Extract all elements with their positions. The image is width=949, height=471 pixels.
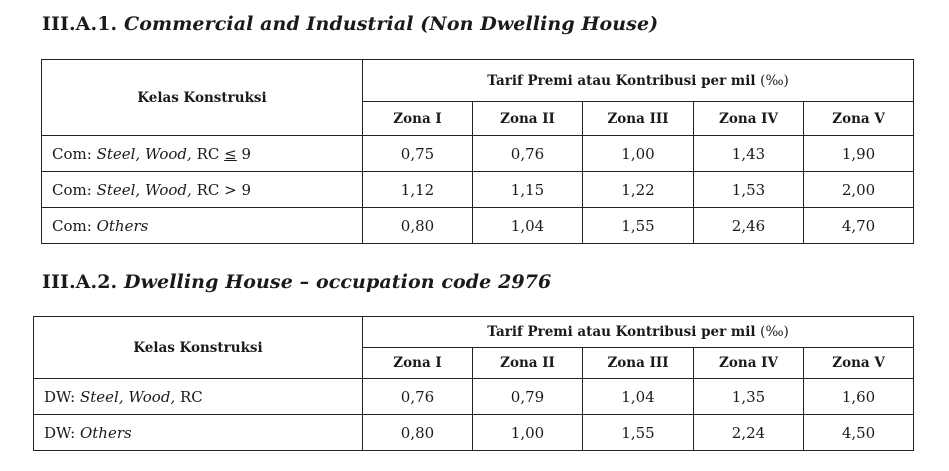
rate-cell: 1,35	[694, 379, 804, 415]
section-title-dwelling	[42, 271, 551, 293]
section-number: III.A.2.	[42, 271, 118, 293]
tarif-header-text: Tarif Premi atau Kontribusi per mil	[487, 324, 756, 340]
rate-cell: 1,04	[583, 379, 694, 415]
row-label: DW: Others	[34, 415, 363, 451]
table-row	[42, 208, 914, 244]
kelas-konstruksi-header: Kelas Konstruksi	[42, 60, 363, 136]
rate-cell: 1,00	[583, 136, 694, 172]
table-row	[34, 415, 914, 451]
dwelling-rate-table	[33, 316, 914, 451]
rate-cell: 1,00	[473, 415, 583, 451]
section-name: Commercial and Industrial (Non Dwelling House)	[124, 13, 659, 35]
rate-cell: 2,24	[694, 415, 804, 451]
rate-cell: 1,60	[804, 379, 914, 415]
rate-cell: 2,46	[694, 208, 804, 244]
rate-cell: 1,53	[694, 172, 804, 208]
rate-cell: 4,70	[804, 208, 914, 244]
rate-cell: 0,79	[473, 379, 583, 415]
table-row	[42, 172, 914, 208]
zone-header: Zona III	[583, 348, 694, 379]
zone-header: Zona V	[804, 102, 914, 136]
rate-cell: 0,76	[473, 136, 583, 172]
zone-header: Zona IV	[694, 348, 804, 379]
zone-header: Zona I	[363, 102, 473, 136]
rate-cell: 2,00	[804, 172, 914, 208]
rate-cell: 1,90	[804, 136, 914, 172]
zone-header: Zona I	[363, 348, 473, 379]
section-name: Dwelling House – occupation code 2976	[124, 271, 552, 293]
zone-header: Zona II	[473, 102, 583, 136]
rate-cell: 1,12	[363, 172, 473, 208]
table-row	[42, 136, 914, 172]
table-row	[34, 379, 914, 415]
rate-cell: 1,43	[694, 136, 804, 172]
rate-cell: 4,50	[804, 415, 914, 451]
zone-header: Zona IV	[694, 102, 804, 136]
rate-cell: 1,15	[473, 172, 583, 208]
rate-cell: 1,55	[583, 208, 694, 244]
zone-header: Zona III	[583, 102, 694, 136]
rate-cell: 1,22	[583, 172, 694, 208]
rate-cell: 0,76	[363, 379, 473, 415]
tarif-unit: (‰)	[760, 72, 789, 89]
rate-cell: 1,55	[583, 415, 694, 451]
row-label: Com: Others	[42, 208, 363, 244]
commercial-rate-table	[41, 59, 914, 244]
row-label: Com: Steel, Wood, RC ≤ 9	[42, 136, 363, 172]
tarif-header	[363, 317, 914, 348]
rate-cell: 0,80	[363, 208, 473, 244]
zone-header: Zona II	[473, 348, 583, 379]
row-label: DW: Steel, Wood, RC	[34, 379, 363, 415]
tarif-header-text: Tarif Premi atau Kontribusi per mil	[487, 72, 756, 89]
section-title-commercial	[42, 13, 658, 35]
rate-cell: 0,75	[363, 136, 473, 172]
section-number: III.A.1.	[42, 13, 118, 35]
row-label: Com: Steel, Wood, RC > 9	[42, 172, 363, 208]
tarif-unit: (‰)	[760, 324, 789, 340]
zone-header: Zona V	[804, 348, 914, 379]
rate-cell: 1,04	[473, 208, 583, 244]
kelas-konstruksi-header: Kelas Konstruksi	[34, 317, 363, 379]
tarif-header	[363, 60, 914, 102]
rate-cell: 0,80	[363, 415, 473, 451]
